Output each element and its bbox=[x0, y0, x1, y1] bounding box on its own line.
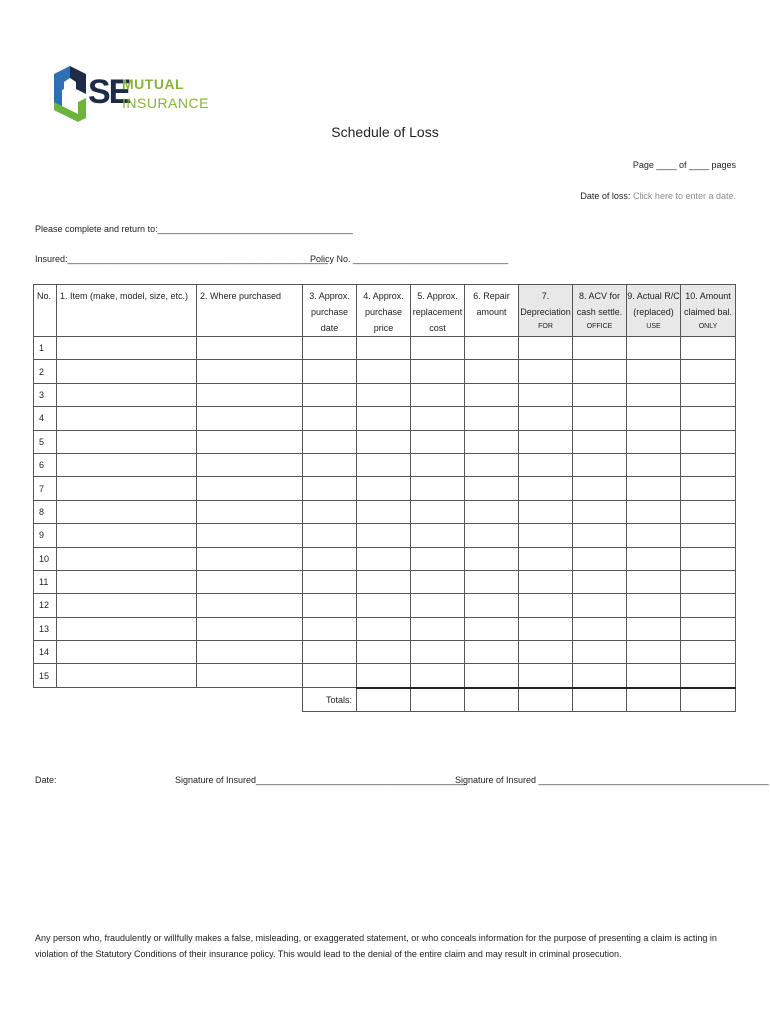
table-cell[interactable] bbox=[465, 407, 519, 430]
row-number: 10 bbox=[34, 547, 57, 570]
table-row bbox=[34, 477, 736, 500]
table-cell[interactable] bbox=[197, 524, 303, 547]
table-row bbox=[34, 617, 736, 640]
table-cell[interactable] bbox=[573, 617, 627, 640]
table-cell[interactable] bbox=[197, 547, 303, 570]
table-row bbox=[34, 547, 736, 570]
row-number: 3 bbox=[34, 383, 57, 406]
row-number: 7 bbox=[34, 477, 57, 500]
table-cell[interactable] bbox=[573, 664, 627, 688]
page-count-field[interactable]: Page ____ of ____ pages bbox=[632, 160, 736, 170]
table-cell[interactable] bbox=[357, 407, 411, 430]
return-to-field[interactable]: Please complete and return to:_______________________________________ bbox=[35, 224, 353, 234]
date-of-loss-label: Date of loss: bbox=[580, 191, 631, 201]
table-cell[interactable] bbox=[303, 500, 357, 523]
policy-number-field[interactable]: Policy No. _______________________________ bbox=[310, 254, 509, 264]
table-cell[interactable] bbox=[519, 337, 573, 360]
table-cell[interactable] bbox=[357, 547, 411, 570]
row-number: 9 bbox=[34, 524, 57, 547]
table-cell[interactable] bbox=[573, 500, 627, 523]
table-cell[interactable] bbox=[627, 570, 681, 593]
office-note-only: ONLY bbox=[698, 323, 718, 330]
table-cell[interactable] bbox=[197, 500, 303, 523]
header-where-purchased: 2. Where purchased bbox=[197, 285, 303, 337]
table-cell[interactable] bbox=[519, 407, 573, 430]
signature-insured-2-field[interactable]: Signature of Insured ______________________________________________ bbox=[455, 775, 769, 785]
table-cell[interactable] bbox=[303, 570, 357, 593]
table-cell[interactable] bbox=[303, 594, 357, 617]
table-cell[interactable] bbox=[357, 664, 411, 688]
table-cell[interactable] bbox=[519, 594, 573, 617]
table-cell[interactable] bbox=[57, 570, 197, 593]
signature-date-label: Date: bbox=[35, 775, 57, 785]
table-cell[interactable] bbox=[57, 547, 197, 570]
table-cell[interactable] bbox=[573, 594, 627, 617]
table-cell[interactable] bbox=[411, 617, 465, 640]
row-number: 5 bbox=[34, 430, 57, 453]
header-actual-rc: 9. Actual R/C (replaced) USE bbox=[627, 285, 681, 337]
table-cell[interactable] bbox=[519, 547, 573, 570]
table-cell[interactable] bbox=[573, 524, 627, 547]
table-cell[interactable] bbox=[303, 617, 357, 640]
table-cell[interactable] bbox=[627, 617, 681, 640]
table-cell[interactable] bbox=[197, 641, 303, 664]
table-cell[interactable] bbox=[357, 594, 411, 617]
header-amount-claimed: 10. Amount claimed bal. ONLY bbox=[681, 285, 736, 337]
table-cell[interactable] bbox=[465, 337, 519, 360]
table-cell[interactable] bbox=[303, 360, 357, 383]
table-cell[interactable] bbox=[303, 524, 357, 547]
table-cell[interactable] bbox=[465, 570, 519, 593]
table-row bbox=[34, 453, 736, 476]
date-of-loss-input[interactable]: Click here to enter a date. bbox=[632, 191, 736, 201]
table-cell[interactable] bbox=[411, 430, 465, 453]
table-cell[interactable] bbox=[465, 617, 519, 640]
table-cell[interactable] bbox=[197, 430, 303, 453]
table-row bbox=[34, 524, 736, 547]
table-cell[interactable] bbox=[627, 337, 681, 360]
table-cell[interactable] bbox=[57, 641, 197, 664]
table-cell[interactable] bbox=[197, 594, 303, 617]
header-no: No. bbox=[34, 285, 57, 337]
table-cell[interactable] bbox=[465, 500, 519, 523]
table-cell[interactable] bbox=[465, 383, 519, 406]
table-cell[interactable] bbox=[303, 641, 357, 664]
table-cell[interactable] bbox=[57, 337, 197, 360]
table-cell[interactable] bbox=[573, 641, 627, 664]
table-cell[interactable] bbox=[197, 383, 303, 406]
office-note-for: FOR bbox=[538, 323, 553, 330]
table-cell[interactable] bbox=[197, 360, 303, 383]
table-cell[interactable] bbox=[303, 383, 357, 406]
table-cell[interactable] bbox=[411, 383, 465, 406]
header-replacement-cost: 5. Approx. replacement cost bbox=[411, 285, 465, 337]
table-cell[interactable] bbox=[357, 337, 411, 360]
table-cell[interactable] bbox=[411, 570, 465, 593]
header-purchase-price: 4. Approx. purchase price bbox=[357, 285, 411, 337]
totals-cell[interactable] bbox=[411, 688, 465, 712]
table-cell[interactable] bbox=[411, 547, 465, 570]
table-cell[interactable] bbox=[57, 664, 197, 688]
office-note-use: USE bbox=[646, 323, 661, 330]
table-cell[interactable] bbox=[573, 547, 627, 570]
table-cell[interactable] bbox=[357, 641, 411, 664]
table-cell[interactable] bbox=[57, 617, 197, 640]
table-cell[interactable] bbox=[681, 453, 736, 476]
totals-cell[interactable] bbox=[681, 688, 736, 712]
row-number: 1 bbox=[34, 337, 57, 360]
table-cell[interactable] bbox=[303, 407, 357, 430]
table-cell[interactable] bbox=[411, 360, 465, 383]
table-cell[interactable] bbox=[57, 594, 197, 617]
table-cell[interactable] bbox=[357, 477, 411, 500]
table-cell[interactable] bbox=[681, 360, 736, 383]
table-cell[interactable] bbox=[627, 453, 681, 476]
table-cell[interactable] bbox=[681, 407, 736, 430]
table-cell[interactable] bbox=[411, 524, 465, 547]
table-row bbox=[34, 360, 736, 383]
table-row bbox=[34, 641, 736, 664]
table-cell[interactable] bbox=[465, 477, 519, 500]
table-cell[interactable] bbox=[197, 477, 303, 500]
table-cell[interactable] bbox=[573, 383, 627, 406]
header-acv: 8. ACV for cash settle. OFFICE bbox=[573, 285, 627, 337]
table-cell[interactable] bbox=[411, 641, 465, 664]
table-cell[interactable] bbox=[57, 360, 197, 383]
header-depreciation: 7. Depreciation FOR bbox=[519, 285, 573, 337]
table-cell[interactable] bbox=[465, 430, 519, 453]
table-cell[interactable] bbox=[357, 383, 411, 406]
table-cell[interactable] bbox=[197, 664, 303, 688]
header-item: 1. Item (make, model, size, etc.) bbox=[57, 285, 197, 337]
row-number: 8 bbox=[34, 500, 57, 523]
header-purchase-date: 3. Approx. purchase date bbox=[303, 285, 357, 337]
row-number: 15 bbox=[34, 664, 57, 688]
table-cell[interactable] bbox=[627, 594, 681, 617]
totals-cell[interactable] bbox=[573, 688, 627, 712]
table-cell[interactable] bbox=[681, 664, 736, 688]
logo-line-mutual: MUTUAL bbox=[122, 76, 185, 92]
table-cell[interactable] bbox=[681, 594, 736, 617]
table-cell[interactable] bbox=[627, 664, 681, 688]
table-cell[interactable] bbox=[627, 524, 681, 547]
table-row bbox=[34, 407, 736, 430]
table-cell[interactable] bbox=[303, 547, 357, 570]
table-cell[interactable] bbox=[57, 383, 197, 406]
table-cell[interactable] bbox=[57, 430, 197, 453]
table-row bbox=[34, 337, 736, 360]
row-number: 11 bbox=[34, 570, 57, 593]
table-cell[interactable] bbox=[57, 477, 197, 500]
totals-cell[interactable] bbox=[357, 688, 411, 712]
row-number: 13 bbox=[34, 617, 57, 640]
table-cell[interactable] bbox=[681, 477, 736, 500]
table-row bbox=[34, 500, 736, 523]
row-number: 4 bbox=[34, 407, 57, 430]
table-cell[interactable] bbox=[627, 360, 681, 383]
table-header-row bbox=[34, 285, 736, 337]
table-cell[interactable] bbox=[681, 547, 736, 570]
table-cell[interactable] bbox=[519, 617, 573, 640]
table-cell[interactable] bbox=[357, 570, 411, 593]
table-cell[interactable] bbox=[519, 570, 573, 593]
totals-spacer bbox=[34, 688, 303, 712]
table-cell[interactable] bbox=[519, 360, 573, 383]
table-cell[interactable] bbox=[57, 407, 197, 430]
row-number: 14 bbox=[34, 641, 57, 664]
totals-cell[interactable] bbox=[627, 688, 681, 712]
table-cell[interactable] bbox=[411, 664, 465, 688]
table-cell[interactable] bbox=[465, 664, 519, 688]
table-cell[interactable] bbox=[303, 430, 357, 453]
table-cell[interactable] bbox=[357, 617, 411, 640]
table-cell[interactable] bbox=[303, 664, 357, 688]
table-cell[interactable] bbox=[681, 337, 736, 360]
table-cell[interactable] bbox=[627, 641, 681, 664]
schedule-table bbox=[33, 284, 736, 712]
table-cell[interactable] bbox=[357, 524, 411, 547]
table-cell[interactable] bbox=[519, 477, 573, 500]
disclaimer-text: Any person who, fraudulently or willfully makes a false, misleading, or exaggerated statement, or who conceals information for the purpose of presenting a claim is acting in violation of the Statutory Conditions of their insurance policy. This would lead to the denial of the entire claim and may result in criminal prosecution. bbox=[35, 933, 717, 959]
header-repair-amount: 6. Repair amount bbox=[465, 285, 519, 337]
table-row bbox=[34, 664, 736, 688]
office-note-office: OFFICE bbox=[586, 323, 613, 330]
table-cell[interactable] bbox=[303, 337, 357, 360]
row-number: 6 bbox=[34, 453, 57, 476]
table-cell[interactable] bbox=[357, 360, 411, 383]
table-cell[interactable] bbox=[627, 547, 681, 570]
table-cell[interactable] bbox=[465, 641, 519, 664]
table-row bbox=[34, 383, 736, 406]
table-cell[interactable] bbox=[573, 570, 627, 593]
logo-line-insurance: INSURANCE bbox=[122, 95, 209, 111]
table-cell[interactable] bbox=[681, 430, 736, 453]
table-cell[interactable] bbox=[681, 617, 736, 640]
table-cell[interactable] bbox=[357, 453, 411, 476]
table-cell[interactable] bbox=[681, 570, 736, 593]
table-cell[interactable] bbox=[411, 477, 465, 500]
table-cell[interactable] bbox=[573, 453, 627, 476]
row-number: 2 bbox=[34, 360, 57, 383]
table-cell[interactable] bbox=[681, 524, 736, 547]
logo-brand: SE bbox=[88, 73, 130, 111]
table-cell[interactable] bbox=[197, 407, 303, 430]
table-cell[interactable] bbox=[357, 430, 411, 453]
table-cell[interactable] bbox=[357, 500, 411, 523]
table-cell[interactable] bbox=[465, 360, 519, 383]
insured-field[interactable]: Insured:____________________________________________________ bbox=[35, 254, 328, 264]
table-cell[interactable] bbox=[519, 430, 573, 453]
table-cell[interactable] bbox=[411, 500, 465, 523]
table-cell[interactable] bbox=[573, 477, 627, 500]
table-cell[interactable] bbox=[465, 547, 519, 570]
table-row bbox=[34, 570, 736, 593]
table-row bbox=[34, 594, 736, 617]
totals-label: Totals: bbox=[303, 688, 357, 712]
row-number: 12 bbox=[34, 594, 57, 617]
table-cell[interactable] bbox=[197, 453, 303, 476]
table-cell[interactable] bbox=[627, 430, 681, 453]
table-cell[interactable] bbox=[411, 453, 465, 476]
table-cell[interactable] bbox=[519, 524, 573, 547]
table-cell[interactable] bbox=[681, 383, 736, 406]
table-cell[interactable] bbox=[519, 383, 573, 406]
table-row bbox=[34, 430, 736, 453]
table-cell[interactable] bbox=[573, 407, 627, 430]
page-title: Schedule of Loss bbox=[331, 124, 439, 140]
table-cell[interactable] bbox=[465, 453, 519, 476]
table-cell[interactable] bbox=[197, 617, 303, 640]
table-cell[interactable] bbox=[465, 594, 519, 617]
table-cell[interactable] bbox=[303, 453, 357, 476]
table-cell[interactable] bbox=[57, 524, 197, 547]
table-cell[interactable] bbox=[303, 477, 357, 500]
totals-row bbox=[34, 688, 736, 712]
table-cell[interactable] bbox=[57, 500, 197, 523]
table-cell[interactable] bbox=[627, 500, 681, 523]
table-cell[interactable] bbox=[573, 337, 627, 360]
totals-cell[interactable] bbox=[465, 688, 519, 712]
table-cell[interactable] bbox=[627, 383, 681, 406]
table-cell[interactable] bbox=[519, 453, 573, 476]
table-cell[interactable] bbox=[57, 453, 197, 476]
table-cell[interactable] bbox=[681, 641, 736, 664]
table-cell[interactable] bbox=[197, 337, 303, 360]
date-of-loss-field bbox=[580, 191, 736, 201]
table-cell[interactable] bbox=[465, 524, 519, 547]
totals-cell[interactable] bbox=[519, 688, 573, 712]
table-cell[interactable] bbox=[519, 641, 573, 664]
table-cell[interactable] bbox=[197, 570, 303, 593]
table-cell[interactable] bbox=[519, 664, 573, 688]
table-cell[interactable] bbox=[627, 407, 681, 430]
table-cell[interactable] bbox=[519, 500, 573, 523]
table-cell[interactable] bbox=[573, 430, 627, 453]
table-cell[interactable] bbox=[411, 594, 465, 617]
signature-insured-1-field[interactable]: Signature of Insured__________________________________________ bbox=[175, 775, 467, 785]
table-cell[interactable] bbox=[627, 477, 681, 500]
table-cell[interactable] bbox=[573, 360, 627, 383]
table-cell[interactable] bbox=[411, 337, 465, 360]
table-cell[interactable] bbox=[681, 500, 736, 523]
table-cell[interactable] bbox=[411, 407, 465, 430]
